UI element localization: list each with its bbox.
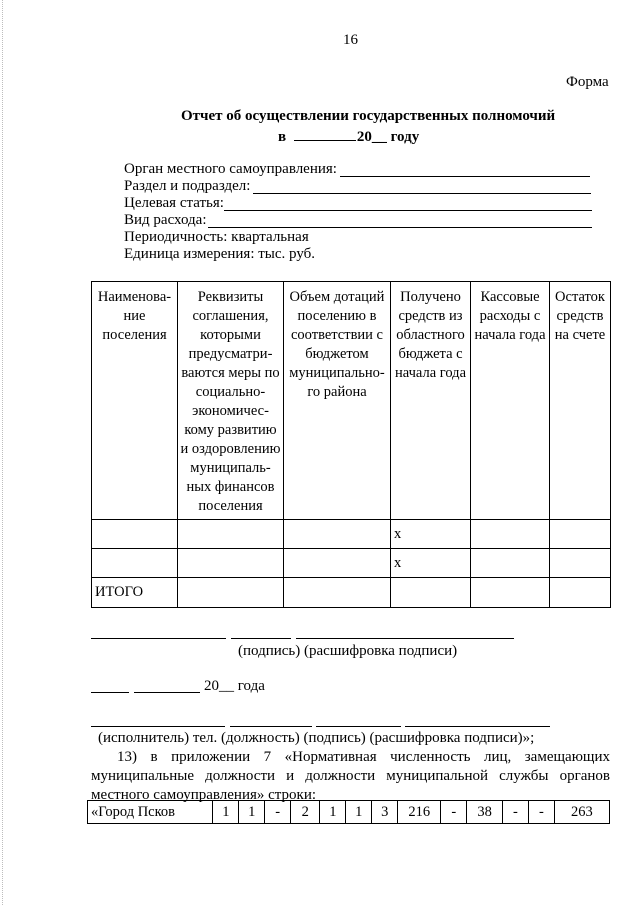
title-year: 20__ — [356, 129, 387, 145]
staff-cell: - — [265, 801, 291, 824]
header-settlement: Наименова- ние поселения — [92, 282, 178, 520]
table-total-row — [92, 578, 611, 608]
year-blank — [294, 127, 356, 141]
signature-line-1 — [91, 638, 226, 639]
field-expense-line — [208, 227, 592, 228]
staff-cell: - — [441, 801, 467, 824]
date-year: 20__ года — [204, 678, 265, 694]
table-cell — [471, 549, 550, 578]
table-cell — [178, 520, 284, 549]
executor-line-3 — [316, 726, 401, 727]
report-title: Отчет об осуществлении государственных полномочий — [181, 108, 556, 124]
amendment-text: 13) в приложении 7 «Нормативная численность лиц, замещающих муниципальные должности и должности муниципальной службы органов местного самоуправления» строки: — [91, 749, 610, 803]
staff-cell: 38 — [467, 801, 503, 824]
report-title-year — [278, 127, 419, 146]
header-cash-expenses: Кассовые расходы с начала года — [471, 282, 550, 520]
scan-edge — [2, 0, 3, 905]
staff-row — [88, 801, 610, 824]
signature-line-2 — [231, 638, 291, 639]
table-cell — [550, 549, 611, 578]
report-table — [91, 281, 611, 608]
header-agreement: Реквизиты соглашения, которыми предусматри- ваются меры по социально- экономичес- кому развитию и оздоровлению муниципаль- ных финансов поселения — [178, 282, 284, 520]
field-periodicity: Периодичность: квартальная — [124, 229, 309, 245]
total-label: ИТОГО — [92, 578, 178, 608]
field-expense-label: Вид расхода: — [124, 212, 207, 228]
field-authority-label: Орган местного самоуправления: — [124, 161, 337, 177]
title-prefix: в — [278, 129, 287, 145]
table-row — [92, 520, 611, 549]
amendment-paragraph — [91, 748, 610, 805]
staff-cell: 3 — [372, 801, 398, 824]
signature-line-3 — [296, 638, 514, 639]
header-received: Получено средств из областного бюджета с начала года — [391, 282, 471, 520]
staff-cell: - — [502, 801, 528, 824]
table-cell — [92, 520, 178, 549]
signature-caption: (подпись) (расшифровка подписи) — [238, 643, 458, 659]
table-cell: x — [391, 549, 471, 578]
staff-cell: 263 — [554, 801, 609, 824]
table-cell — [284, 578, 391, 608]
staff-cell: 2 — [291, 801, 320, 824]
table-cell — [178, 549, 284, 578]
report-header-row — [92, 282, 611, 520]
field-section-line — [253, 193, 591, 194]
staff-cell: - — [528, 801, 554, 824]
table-cell — [391, 578, 471, 608]
form-label: Форма — [566, 74, 609, 90]
field-section-label: Раздел и подраздел: — [124, 178, 251, 194]
table-cell: x — [391, 520, 471, 549]
staff-cell: 1 — [346, 801, 372, 824]
date-line-day — [91, 692, 129, 693]
table-row — [92, 549, 611, 578]
executor-line-4 — [405, 726, 550, 727]
field-article-label: Целевая статья: — [124, 195, 224, 211]
table-cell — [550, 578, 611, 608]
executor-line-1 — [91, 726, 225, 727]
staff-cell: 216 — [398, 801, 441, 824]
executor-caption: (исполнитель) тел. (должность) (подпись) (расшифровка подписи)»; — [98, 730, 535, 746]
page-number: 16 — [343, 32, 358, 48]
table-cell — [284, 549, 391, 578]
staff-cell-name: «Город Псков — [88, 801, 213, 824]
field-authority-line — [340, 176, 590, 177]
header-balance: Остаток средств на счете — [550, 282, 611, 520]
table-cell — [550, 520, 611, 549]
table-cell — [284, 520, 391, 549]
executor-line-2 — [230, 726, 312, 727]
header-subsidy: Объем дотаций поселению в соответствии с бюджетом муниципально- го района — [284, 282, 391, 520]
table-cell — [178, 578, 284, 608]
staff-table — [87, 800, 610, 824]
date-line-month — [134, 692, 200, 693]
field-article-line — [224, 210, 592, 211]
staff-cell: 1 — [320, 801, 346, 824]
title-suffix: году — [390, 129, 420, 145]
table-cell — [471, 578, 550, 608]
field-unit: Единица измерения: тыс. руб. — [124, 246, 316, 262]
table-cell — [92, 549, 178, 578]
table-cell — [471, 520, 550, 549]
staff-cell: 1 — [213, 801, 239, 824]
staff-cell: 1 — [239, 801, 265, 824]
